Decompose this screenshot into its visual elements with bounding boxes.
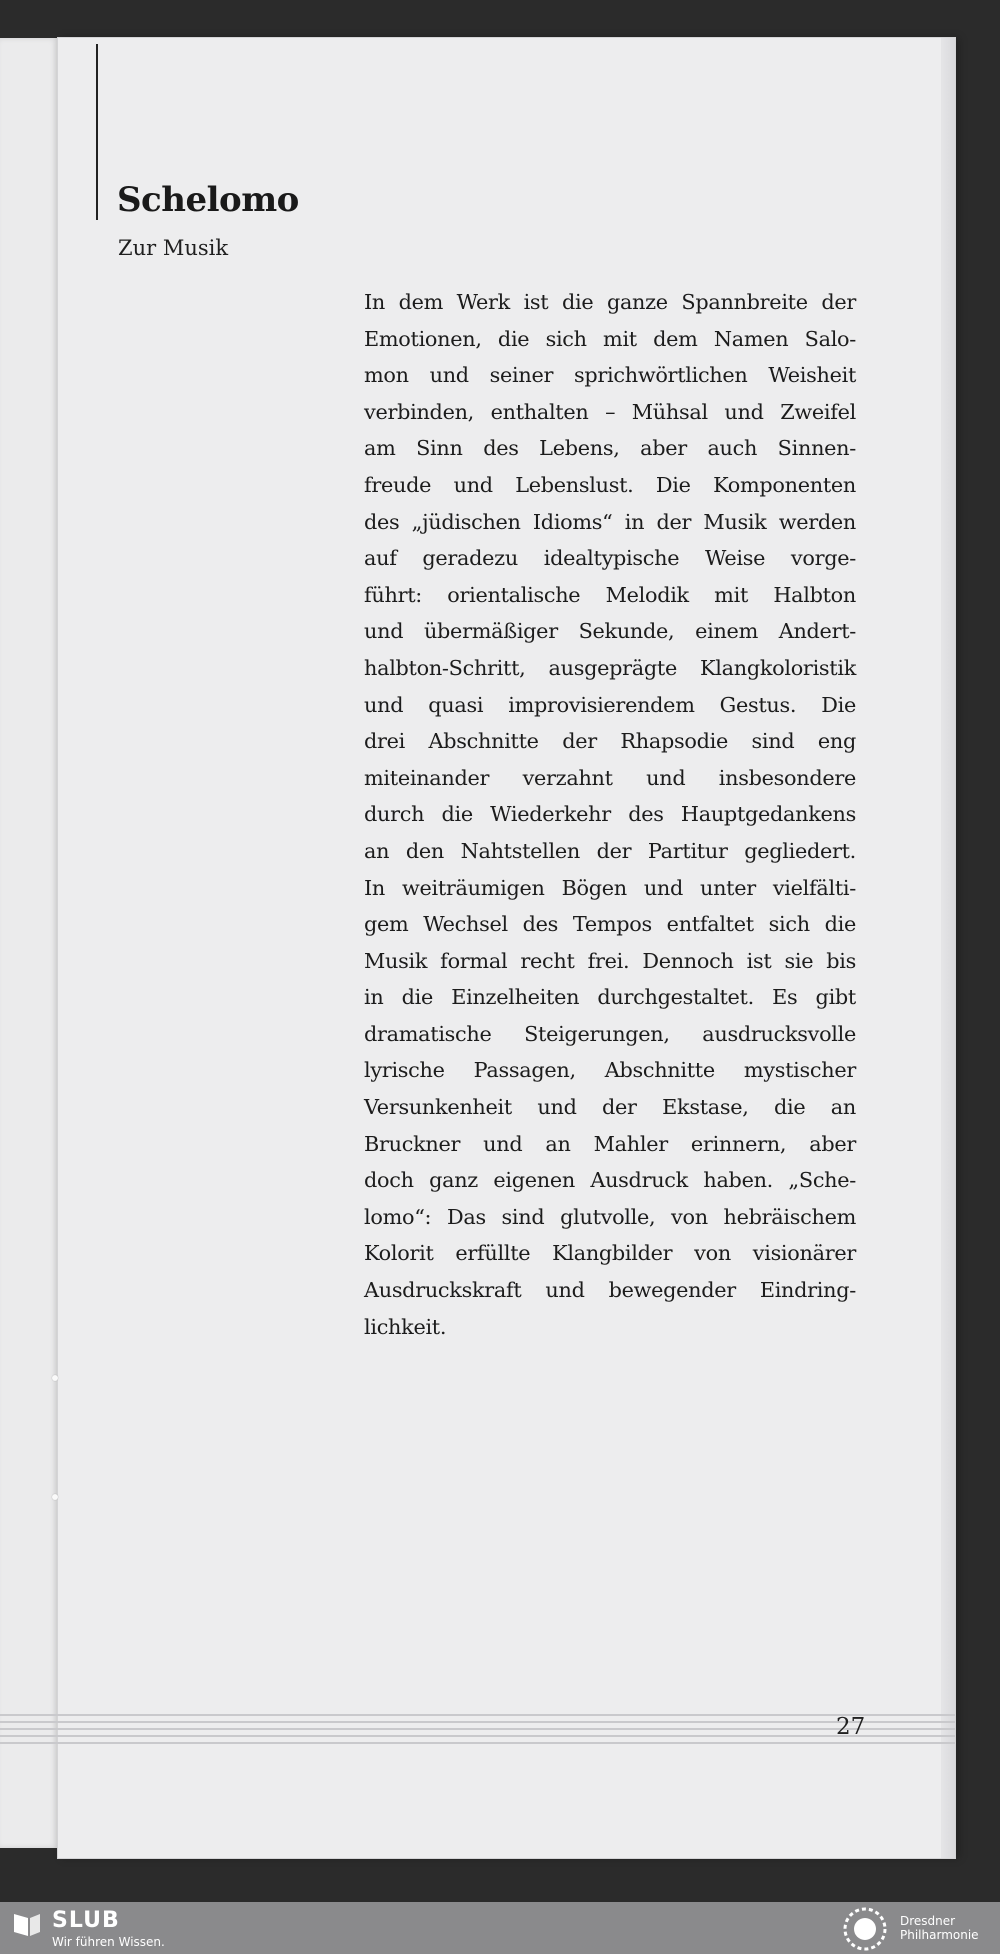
text-line: freude und Lebenslust. Die Komponenten [364, 472, 856, 497]
show-through-sidebar [100, 300, 335, 337]
text-line: Versunkenheit und der Ekstase, die an [364, 1095, 856, 1120]
text-line: auf geradezu idealtypische Weise vorge- [364, 546, 856, 571]
partner-name [900, 1914, 979, 1942]
text-line: drei Abschnitte der Rhapsodie sind eng [364, 729, 856, 754]
library-name: SLUB [52, 1908, 120, 1933]
punch-hole [52, 1375, 58, 1381]
text-line: In dem Werk ist die ganze Spannbreite der [364, 290, 856, 314]
text-line: lomo“: Das sind glutvolle, von hebräischem [364, 1204, 856, 1229]
text-line: Ausdruckskraft und bewegender Eindring- [364, 1278, 856, 1303]
text-line: Emotionen, die sich mit dem Namen Salo- [364, 326, 856, 351]
text-line: und übermäßiger Sekunde, einem Andert- [364, 619, 856, 644]
page-edge [941, 38, 955, 1858]
text-line: am Sinn des Lebens, aber auch Sinnen- [364, 436, 856, 461]
text-line: lyrische Passagen, Abschnitte mystischer [364, 1058, 856, 1083]
text-line: Bruckner und an Mahler erinnern, aber [364, 1131, 856, 1156]
slub-logo-icon [14, 1914, 40, 1936]
text-line: lichkeit. [364, 1314, 447, 1339]
text-line: gem Wechsel des Tempos entfaltet sich die [364, 912, 856, 937]
text-line: durch die Wiederkehr des Hauptgedankens [364, 802, 856, 827]
text-line: mon und seiner sprichwörtlichen Weisheit [364, 363, 856, 388]
library-claim: Wir führen Wissen. [52, 1935, 165, 1949]
text-line: halbton-Schritt, ausgeprägte Klangkoloristik [364, 655, 856, 680]
decorative-staff-lines [0, 1714, 955, 1754]
text-line: Musik formal recht frei. Dennoch ist sie bis [364, 948, 856, 973]
text-line: an den Nahtstellen der Partitur gegliedert. [364, 838, 856, 863]
footer-bar [0, 1902, 1000, 1954]
body-text [364, 284, 856, 1345]
text-line: miteinander verzahnt und insbesondere [364, 765, 856, 790]
text-line: doch ganz eigenen Ausdruck haben. „Sche- [364, 1168, 856, 1193]
text-line: verbinden, enthalten – Mühsal und Zweifel [364, 399, 856, 424]
text-line: In weiträumigen Bögen und unter vielfälti- [364, 875, 856, 900]
show-through-text [372, 168, 862, 205]
facing-page-edge [0, 38, 58, 1848]
page-number: 27 [836, 1714, 866, 1740]
partner-name-line1: Dresdner [900, 1914, 956, 1928]
philharmonie-logo-icon [842, 1906, 888, 1952]
punch-hole [52, 1494, 58, 1500]
text-line: führt: orientalische Melodik mit Halbton [364, 582, 856, 607]
text-line: und quasi improvisierendem Gestus. Die [364, 692, 856, 717]
text-line: des „jüdischen Idioms“ in der Musik werden [364, 509, 856, 534]
text-line: Kolorit erfüllte Klangbilder von visionärer [364, 1241, 856, 1266]
partner-name-line2: Philharmonie [900, 1928, 979, 1942]
page-title: Schelomo [117, 180, 299, 220]
text-line: dramatische Steigerungen, ausdrucksvolle [364, 1021, 856, 1046]
section-marker-line [96, 44, 98, 220]
page-subtitle: Zur Musik [118, 236, 229, 260]
text-line: in die Einzelheiten durchgestaltet. Es gibt [364, 985, 856, 1010]
